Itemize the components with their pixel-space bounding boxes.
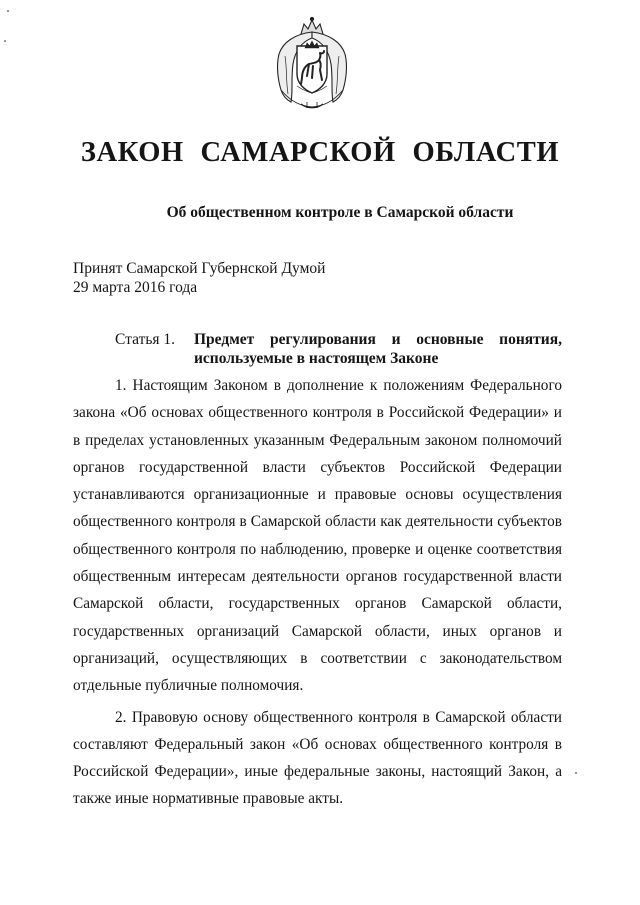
coat-of-arms-icon <box>271 16 353 112</box>
article-paragraph: 2. Правовую основу общественного контроля в Самарской области составляют Федеральный закон «Об основах общественного контроля в Российской Федерации», иные федеральные законы, настоящий Закон, а также иные нормативные правовые акты. <box>73 708 562 808</box>
adoption-date: 29 марта 2016 года <box>73 279 198 296</box>
adoption-authority: Принят Самарской Губернской Думой <box>73 260 326 277</box>
article-number: Статья 1. <box>115 331 176 348</box>
article-body <box>73 372 562 813</box>
adoption-info <box>73 259 325 297</box>
article-title: Предмет регулирования и основные понятия, используемые в настоящем Законе <box>194 331 562 367</box>
scan-speck <box>575 772 577 774</box>
law-title: ЗАКОН САМАРСКОЙ ОБЛАСТИ <box>80 137 560 168</box>
law-subtitle: Об общественном контроле в Самарской области <box>166 204 514 221</box>
article-paragraph: 1. Настоящим Законом в дополнение к положениям Федерального закона «Об основах общественного контроля в Российской Федерации» и в пределах установленных указанным Федеральным законом полномочий органов государственной власти субъектов Российской Федерации устанавливаются организационные и правовые основы осуществления общественного контроля в Самарской области как деятельности субъектов общественного контроля по наблюдению, проверке и оценке соответствия общественным интересам деятельности органов государственной власти Самарской области, государственных органов Самарской области, государственных организаций Самарской области, иных органов и организаций, осуществляющих в соответствии с законодательством отдельные публичные полномочия. <box>73 377 562 695</box>
scan-speck <box>7 10 9 12</box>
scan-speck <box>4 40 6 42</box>
